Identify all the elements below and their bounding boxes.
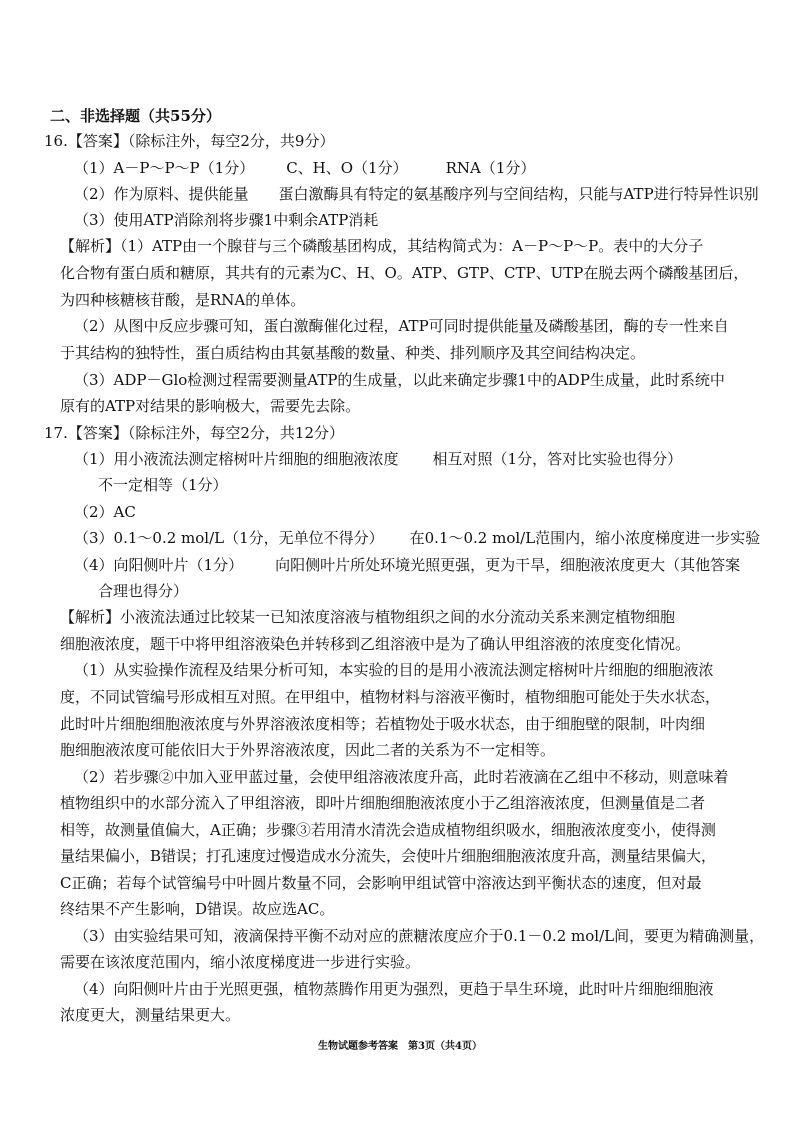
q16-answer-2-part2: 蛋白激酶具有特定的氨基酸序列与空间结构，只能与ATP进行特异性识别 bbox=[278, 185, 759, 203]
q17-answer-3 bbox=[74, 528, 760, 548]
q17-answer-4-part3: 合理也得分） bbox=[98, 582, 189, 600]
q16-answer-1-part3: RNA（1分） bbox=[445, 159, 536, 177]
q17-analysis-line-8: 植物组织中的水部分流入了甲组溶液，即叶片细胞细胞液浓度小于乙组溶液浓度，但测量值是二者 bbox=[60, 794, 706, 812]
q16-answer-2-part1: （2）作为原料、提供能量 bbox=[74, 185, 249, 203]
q17-analysis-line-4: 度，不同试管编号形成相互对照。在甲组中，植物材料与溶液平衡时，植物细胞可能处于失水状态， bbox=[60, 688, 721, 706]
section-title: 二、非选择题（共55分） bbox=[50, 107, 221, 125]
q16-answer-1-part1: （1）A－P～P～P（1分） bbox=[74, 159, 255, 177]
q17-analysis-line-16: 浓度更大，测量结果更大。 bbox=[60, 1006, 241, 1024]
q16-answer-1 bbox=[74, 158, 535, 178]
q16-analysis-line-4: （2）从图中反应步骤可知，蛋白激酶催化过程，ATP可同时提供能量及磷酸基团，酶的专一性来自 bbox=[74, 317, 729, 335]
q17-analysis-line-10: 量结果偏小，B错误；打孔速度过慢造成水分流失，会使叶片细胞细胞液浓度升高，测量结果偏大， bbox=[60, 847, 717, 865]
q16-analysis-line-2: 化合物有蛋白质和糖原，其共有的元素为C、H、O。ATP、GTP、CTP、UTP在脱去两个磷酸基团后， bbox=[60, 264, 749, 282]
q17-answer-4-part2: 向阳侧叶片所处环境光照更强，更为干旱，细胞液浓度更大（其他答案 bbox=[275, 556, 741, 574]
q16-analysis-line-6: （3）ADP－Glo检测过程需要测量ATP的生成量，以此来确定步骤1中的ADP生成量，此时系统中 bbox=[74, 371, 725, 389]
q17-analysis-line-12: 终结果不产生影响，D错误。故应选AC。 bbox=[60, 900, 335, 918]
q16-analysis-line-1: 【解析】（1）ATP由一个腺苷与三个磷酸基团构成，其结构简式为：A－P～P～P。表中的大分子 bbox=[60, 237, 704, 255]
q17-answer-3-part1: （3）0.1～0.2 mol/L（1分，无单位不得分） bbox=[74, 529, 384, 547]
q17-answer-4-part1: （4）向阳侧叶片（1分） bbox=[74, 556, 244, 574]
q17-analysis-line-2: 细胞液浓度，题干中将甲组溶液染色并转移到乙组溶液中是为了确认甲组溶液的浓度变化情况。 bbox=[60, 635, 691, 653]
q17-analysis-line-13: （3）由实验结果可知，液滴保持平衡不动对应的蔗糖浓度应介于0.1－0.2 mol/L间，要更为精确测量， bbox=[74, 927, 765, 945]
q17-answer-1-part1: （1）用小液流法测定榕树叶片细胞的细胞液浓度 bbox=[74, 450, 399, 468]
q17-answer-1 bbox=[74, 449, 682, 469]
q16-analysis-line-5: 于其结构的独特性，蛋白质结构由其氨基酸的数量、种类、排列顺序及其空间结构决定。 bbox=[60, 344, 646, 362]
q17-analysis-line-6: 胞细胞液浓度可能依旧大于外界溶液浓度，因此二者的关系为不一定相等。 bbox=[60, 741, 556, 759]
q16-answer-2 bbox=[74, 184, 759, 204]
q17-analysis-line-15: （4）向阳侧叶片由于光照更强，植物蒸腾作用更为强烈，更趋于旱生环境，此时叶片细胞细胞液 bbox=[74, 980, 714, 998]
q17-analysis-line-1: 【解析】小液流法通过比较某一已知浓度溶液与植物组织之间的水分流动关系来测定植物细胞 bbox=[60, 608, 676, 626]
q17-analysis-line-5: 此时叶片细胞细胞液浓度与外界溶液浓度相等；若植物处于吸水状态，由于细胞壁的限制，叶肉细 bbox=[60, 715, 706, 733]
q17-analysis-line-9: 相等，故测量值偏大，A正确；步骤③若用清水清洗会造成植物组织吸水，细胞液浓度变小，使得测 bbox=[60, 821, 716, 839]
q17-answer-4 bbox=[74, 555, 740, 575]
q17-answer-1-part2: 相互对照（1分，答对比实验也得分） bbox=[432, 450, 683, 468]
q16-analysis-line-7: 原有的ATP对结果的影响极大，需要先去除。 bbox=[60, 397, 361, 415]
q17-answer-2: （2）AC bbox=[74, 503, 136, 521]
q17-analysis-line-11: C正确；若每个试管编号中叶圆片数量不同，会影响甲组试管中溶液达到平衡状态的速度，但对最 bbox=[60, 874, 702, 892]
q17-analysis-line-14: 需要在该浓度范围内，缩小浓度梯度进一步进行实验。 bbox=[60, 953, 421, 971]
q16-analysis-line-3: 为四种核糖核苷酸，是RNA的单体。 bbox=[60, 291, 306, 309]
page-footer: 生物试题参考答案 第3页（共4页） bbox=[318, 1041, 482, 1052]
q17-answer-1-part3: 不一定相等（1分） bbox=[98, 476, 228, 494]
q17-analysis-line-7: （2）若步骤②中加入亚甲蓝过量，会使甲组溶液浓度升高，此时若液滴在乙组中不移动，则意味着 bbox=[74, 768, 729, 786]
q16-answer-3: （3）使用ATP消除剂将步骤1中剩余ATP消耗 bbox=[74, 211, 379, 229]
q17-answer-3-part2: 在0.1～0.2 mol/L范围内，缩小浓度梯度进一步实验 bbox=[409, 529, 761, 547]
q17-answer-label: 17.【答案】（除标注外，每空2分，共12分） bbox=[44, 424, 344, 442]
q16-answer-label: 16.【答案】（除标注外，每空2分，共9分） bbox=[44, 132, 335, 150]
q17-analysis-line-3: （1）从实验操作流程及结果分析可知，本实验的目的是用小液流法测定榕树叶片细胞的细胞液浓 bbox=[74, 661, 714, 679]
q16-answer-1-part2: C、H、O（1分） bbox=[286, 159, 408, 177]
